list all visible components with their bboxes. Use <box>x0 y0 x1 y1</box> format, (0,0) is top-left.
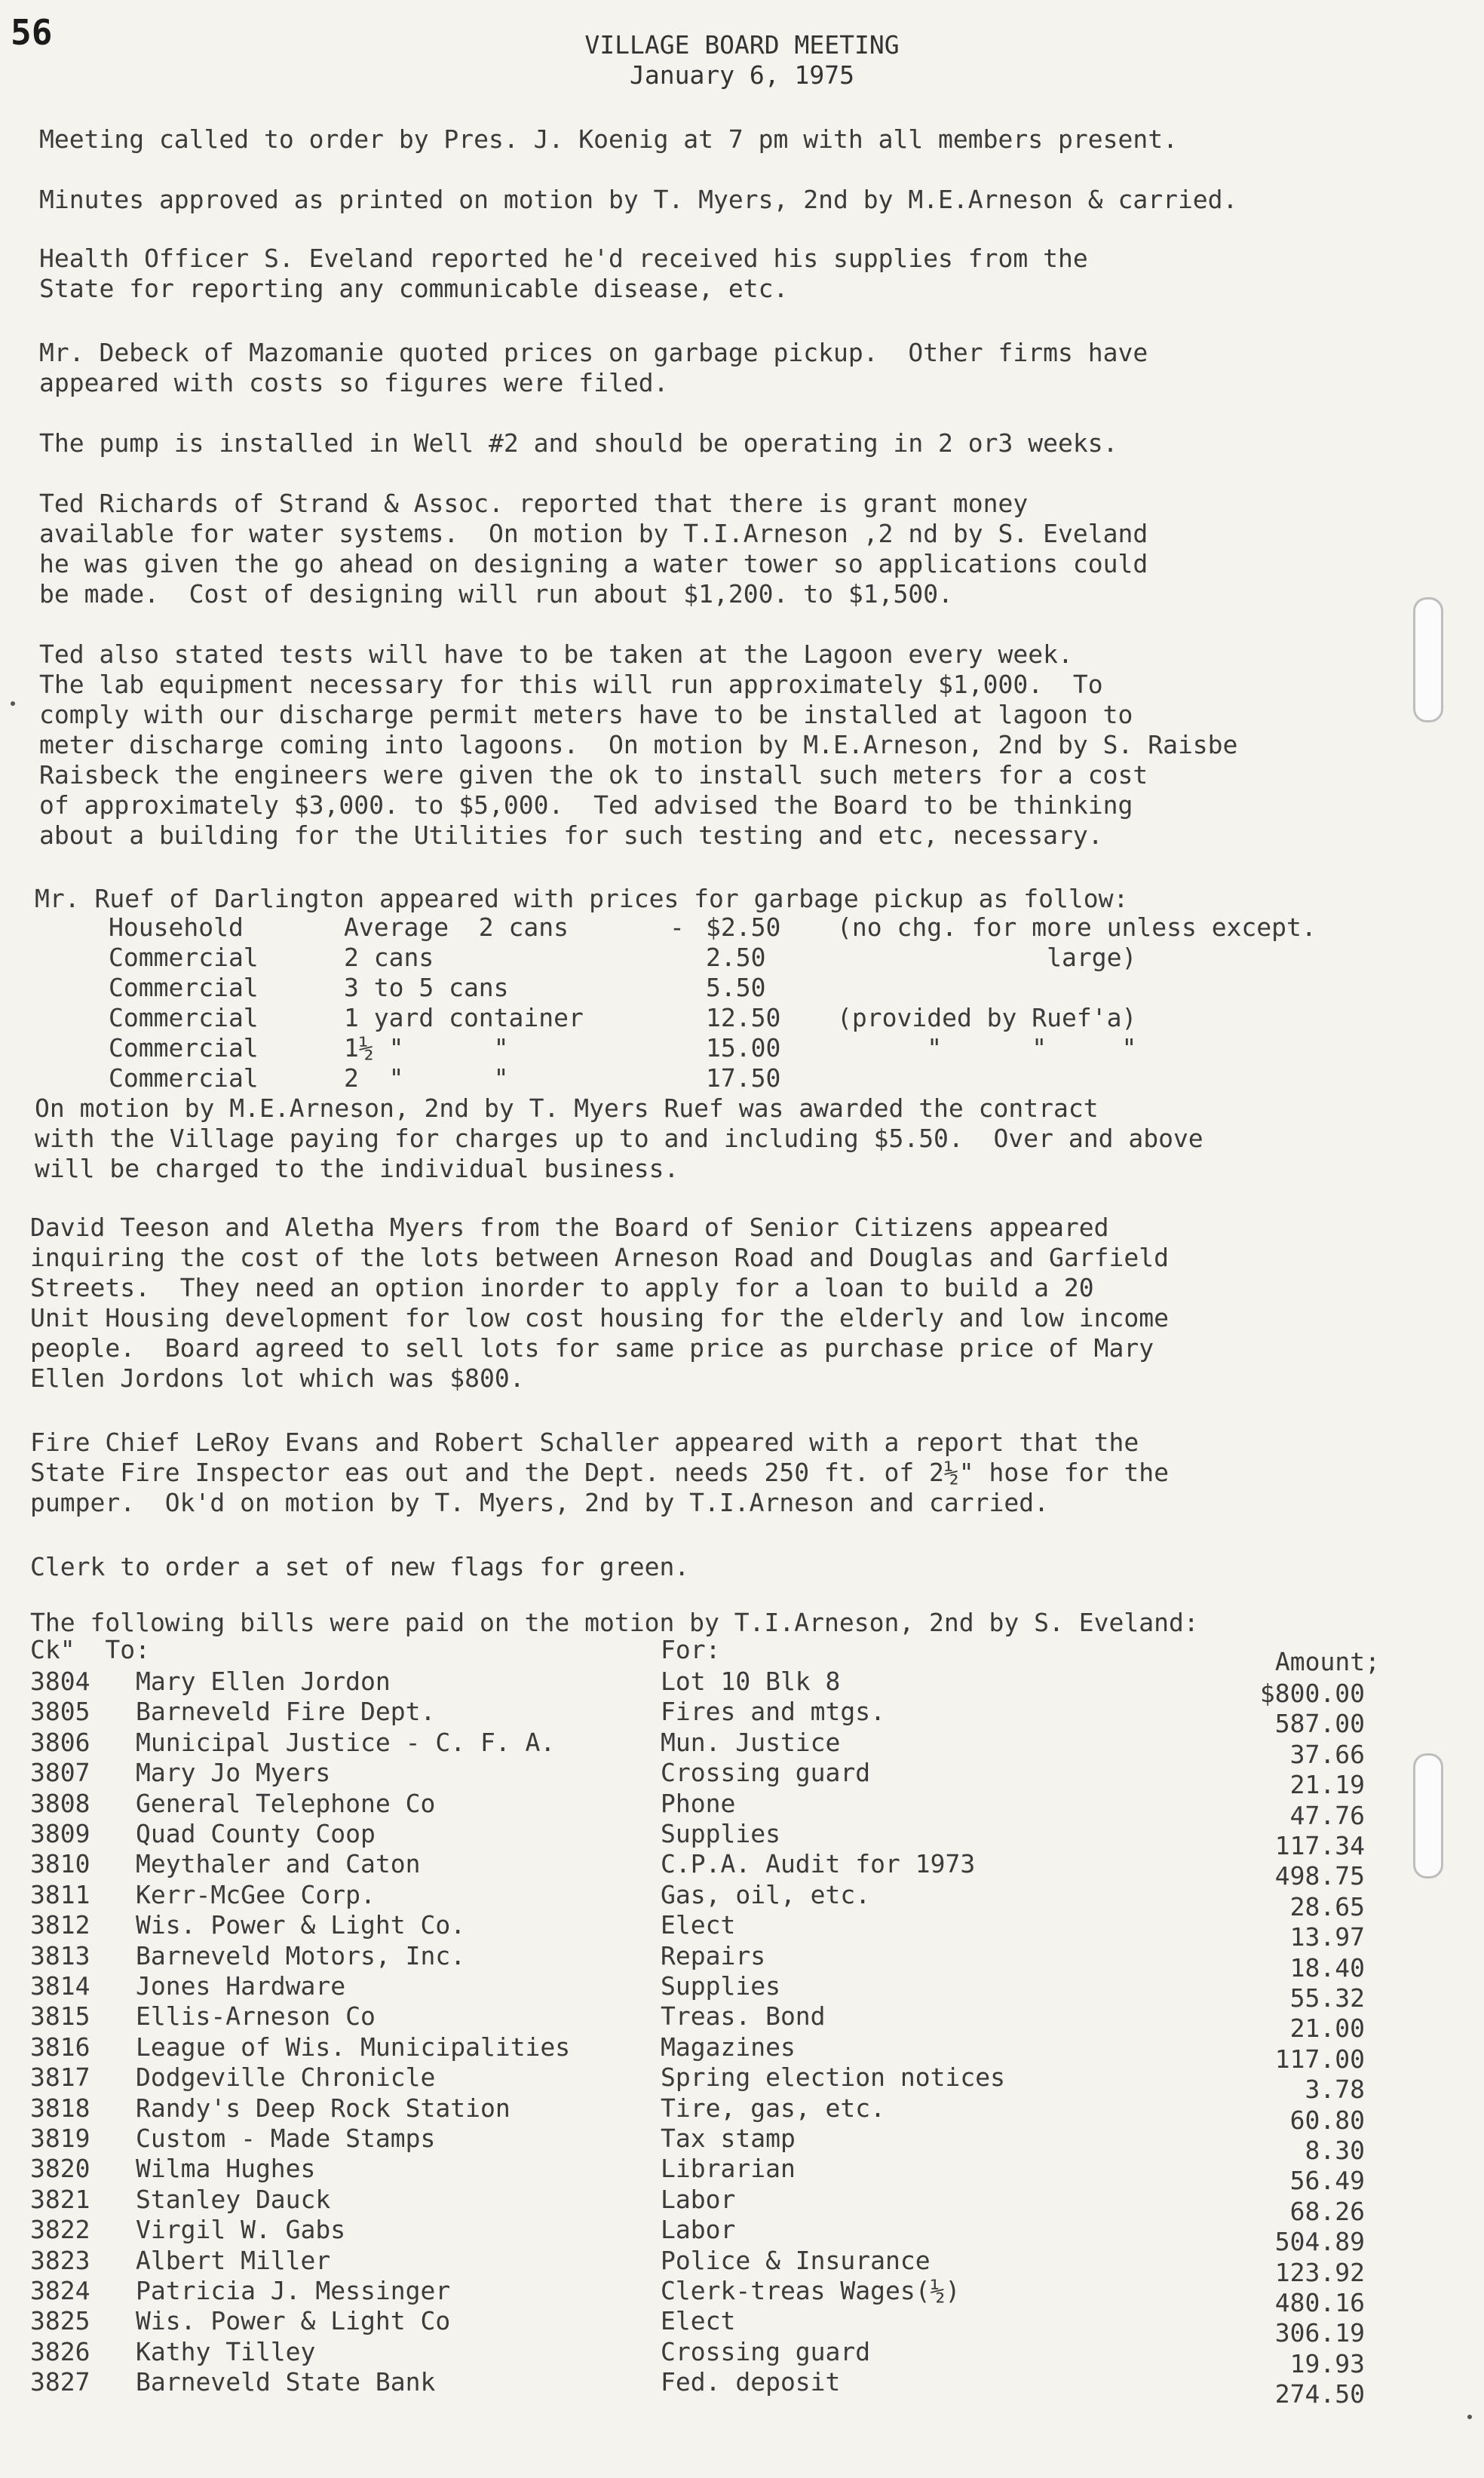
price-price: 2.50 <box>706 943 766 972</box>
bill-for: Treas. Bond <box>661 2001 826 2031</box>
bill-amount: 117.34 <box>1274 1831 1365 1860</box>
bill-ck: 3808 <box>30 1789 90 1818</box>
ruef-intro: Mr. Ruef of Darlington appeared with prices for garbage pickup as follow: <box>35 884 1129 913</box>
ruef-motion-line: On motion by M.E.Arneson, 2nd by T. Myers Ruef was awarded the contract <box>35 1093 1099 1123</box>
bill-to: Kerr-McGee Corp. <box>136 1880 376 1909</box>
bill-amount: 8.30 <box>1305 2136 1365 2165</box>
paragraph-line: Streets. They need an option inorder to apply for a loan to build a 20 <box>30 1273 1094 1302</box>
ruef-motion-line: with the Village paying for charges up to and including $5.50. Over and above <box>35 1124 1203 1153</box>
bill-ck: 3810 <box>30 1849 90 1878</box>
bill-for: Repairs <box>661 1941 766 1970</box>
bill-amount: 37.66 <box>1289 1740 1365 1769</box>
bill-for: Tax stamp <box>661 2124 796 2153</box>
bill-to: General Telephone Co <box>136 1789 436 1818</box>
paragraph-line: The pump is installed in Well #2 and should be operating in 2 or3 weeks. <box>39 428 1118 458</box>
bill-for: Police & Insurance <box>661 2246 931 2275</box>
bill-to: Municipal Justice - C. F. A. <box>136 1728 556 1757</box>
bill-for: Supplies <box>661 1971 780 2001</box>
bills-header-col_for: For: <box>661 1635 721 1664</box>
paragraph-line: inquiring the cost of the lots between Arneson Road and Douglas and Garfield <box>30 1243 1169 1272</box>
bill-to: Patricia J. Messinger <box>136 2276 451 2305</box>
bill-amount: 56.49 <box>1289 2166 1365 2195</box>
paragraph-line: Health Officer S. Eveland reported he'd received his supplies from the <box>39 244 1088 273</box>
bill-amount: 306.19 <box>1274 2318 1365 2348</box>
price-note: (provided by Ruef'a) <box>837 1003 1137 1032</box>
price-desc: 2 cans <box>344 943 434 972</box>
price-price: 5.50 <box>706 973 766 1002</box>
bill-ck: 3815 <box>30 2001 90 2031</box>
paragraph-line: State for reporting any communicable disease, etc. <box>39 274 789 303</box>
paragraph-line: Fire Chief LeRoy Evans and Robert Schaller appeared with a report that the <box>30 1428 1139 1457</box>
bill-amount: 13.97 <box>1289 1922 1365 1952</box>
paragraph-line: State Fire Inspector eas out and the Dept. needs 250 ft. of 2½" hose for the <box>30 1458 1169 1487</box>
bill-to: Mary Ellen Jordon <box>136 1667 391 1696</box>
bill-amount: 3.78 <box>1305 2075 1365 2104</box>
price-desc: 2 " " <box>344 1063 509 1093</box>
paragraph-line: Ellen Jordons lot which was $800. <box>30 1363 525 1393</box>
bill-to: Barneveld State Bank <box>136 2367 436 2397</box>
bill-for: Mun. Justice <box>661 1728 841 1757</box>
price-desc: 1½ " " <box>344 1033 509 1063</box>
bill-ck: 3816 <box>30 2032 90 2062</box>
bill-for: Tire, gas, etc. <box>661 2093 886 2123</box>
bill-amount: 21.00 <box>1289 2013 1365 2043</box>
price-price: 17.50 <box>706 1063 781 1093</box>
bill-for: Magazines <box>661 2032 796 2062</box>
paragraph-line: Raisbeck the engineers were given the ok to install such meters for a cost <box>39 760 1148 790</box>
bill-to: Barneveld Motors, Inc. <box>136 1941 466 1970</box>
paragraph-line: about a building for the Utilities for such testing and etc, necessary. <box>39 820 1103 850</box>
bill-ck: 3824 <box>30 2276 90 2305</box>
bill-to: Jones Hardware <box>136 1971 346 2001</box>
document-date: January 6, 1975 <box>629 60 854 90</box>
bill-ck: 3819 <box>30 2124 90 2153</box>
paragraph-line: Clerk to order a set of new flags for green. <box>30 1552 690 1581</box>
bill-for: Crossing guard <box>661 1758 871 1787</box>
price-note: (no chg. for more unless except. <box>837 912 1317 942</box>
price-type: Commercial <box>109 1063 259 1093</box>
bill-amount: 117.00 <box>1274 2044 1365 2074</box>
bill-ck: 3812 <box>30 1910 90 1940</box>
bill-ck: 3804 <box>30 1667 90 1696</box>
bill-for: C.P.A. Audit for 1973 <box>661 1849 976 1878</box>
paragraph-line: meter discharge coming into lagoons. On motion by M.E.Arneson, 2nd by S. Raisbe <box>39 730 1238 759</box>
bill-amount: 480.16 <box>1274 2288 1365 2317</box>
paragraph-line: he was given the go ahead on designing a water tower so applications could <box>39 549 1148 578</box>
document-title: VILLAGE BOARD MEETING <box>584 30 900 60</box>
bill-to: Albert Miller <box>136 2246 331 2275</box>
bill-for: Crossing guard <box>661 2337 871 2366</box>
bill-ck: 3814 <box>30 1971 90 2001</box>
price-type: Commercial <box>109 973 259 1002</box>
bill-for: Phone <box>661 1789 736 1818</box>
bill-ck: 3821 <box>30 2185 90 2214</box>
bill-to: Stanley Dauck <box>136 2185 331 2214</box>
bill-amount: 19.93 <box>1289 2349 1365 2378</box>
paper-speck <box>11 701 15 706</box>
bill-for: Lot 10 Blk 8 <box>661 1667 841 1696</box>
price-dash: - <box>670 912 685 942</box>
bill-ck: 3820 <box>30 2154 90 2183</box>
price-type: Commercial <box>109 943 259 972</box>
price-type: Commercial <box>109 1003 259 1032</box>
bill-amount: 28.65 <box>1289 1892 1365 1921</box>
bill-amount: 504.89 <box>1274 2227 1365 2256</box>
price-price: $2.50 <box>706 912 781 942</box>
price-price: 12.50 <box>706 1003 781 1032</box>
bill-ck: 3806 <box>30 1728 90 1757</box>
bill-for: Supplies <box>661 1819 780 1848</box>
paragraph-line: Ted also stated tests will have to be taken at the Lagoon every week. <box>39 639 1073 669</box>
bill-amount: 60.80 <box>1289 2105 1365 2135</box>
bill-to: Ellis-Arneson Co <box>136 2001 376 2031</box>
bill-for: Elect <box>661 1910 736 1940</box>
bill-for: Fires and mtgs. <box>661 1697 886 1726</box>
paper-speck <box>1467 2415 1472 2419</box>
paragraph-line: Mr. Debeck of Mazomanie quoted prices on garbage pickup. Other firms have <box>39 338 1148 367</box>
price-type: Household <box>109 912 244 942</box>
bill-for: Elect <box>661 2306 736 2335</box>
bill-amount: 68.26 <box>1289 2197 1365 2226</box>
paragraph-line: The lab equipment necessary for this will run approximately $1,000. To <box>39 670 1103 699</box>
binder-clip-mark <box>1413 1753 1443 1878</box>
bill-to: Barneveld Fire Dept. <box>136 1697 436 1726</box>
price-desc: 3 to 5 cans <box>344 973 509 1002</box>
bill-amount: 123.92 <box>1274 2258 1365 2287</box>
paragraph-line: appeared with costs so figures were filed. <box>39 368 669 397</box>
bill-to: League of Wis. Municipalities <box>136 2032 571 2062</box>
paragraph-line: Minutes approved as printed on motion by T. Myers, 2nd by M.E.Arneson & carried. <box>39 185 1238 214</box>
bill-ck: 3811 <box>30 1880 90 1909</box>
bill-ck: 3817 <box>30 2062 90 2092</box>
bill-ck: 3818 <box>30 2093 90 2123</box>
price-desc: 1 yard container <box>344 1003 584 1032</box>
bill-to: Wis. Power & Light Co. <box>136 1910 466 1940</box>
bill-to: Mary Jo Myers <box>136 1758 331 1787</box>
bill-to: Wis. Power & Light Co <box>136 2306 451 2335</box>
binder-clip-mark <box>1413 597 1443 722</box>
bill-amount: 498.75 <box>1274 1861 1365 1891</box>
paragraph-line: available for water systems. On motion by T.I.Arneson ,2 nd by S. Eveland <box>39 519 1148 548</box>
bill-for: Clerk-treas Wages(½) <box>661 2276 961 2305</box>
bills-header-amount: Amount; <box>1274 1647 1380 1676</box>
bill-for: Fed. deposit <box>661 2367 841 2397</box>
paragraph-line: people. Board agreed to sell lots for same price as purchase price of Mary <box>30 1333 1154 1363</box>
bill-amount: 55.32 <box>1289 1983 1365 2013</box>
price-type: Commercial <box>109 1033 259 1063</box>
paragraph-line: comply with our discharge permit meters have to be installed at lagoon to <box>39 700 1133 729</box>
paragraph-line: David Teeson and Aletha Myers from the Board of Senior Citizens appeared <box>30 1213 1109 1242</box>
price-note: " " " <box>837 1033 1137 1063</box>
price-desc: Average 2 cans <box>344 912 569 942</box>
bill-ck: 3805 <box>30 1697 90 1726</box>
bill-to: Dodgeville Chronicle <box>136 2062 436 2092</box>
bills-header-col_ck: Ck" To: <box>30 1635 150 1664</box>
bill-amount: 587.00 <box>1274 1709 1365 1738</box>
bill-amount: 47.76 <box>1289 1801 1365 1830</box>
bill-ck: 3813 <box>30 1941 90 1970</box>
price-note: large) <box>837 943 1137 972</box>
paragraph-line: be made. Cost of designing will run about $1,200. to $1,500. <box>39 579 953 609</box>
bill-ck: 3827 <box>30 2367 90 2397</box>
bill-ck: 3809 <box>30 1819 90 1848</box>
bill-for: Labor <box>661 2185 736 2214</box>
bill-ck: 3825 <box>30 2306 90 2335</box>
bill-amount: 18.40 <box>1289 1953 1365 1983</box>
bill-for: Labor <box>661 2215 736 2244</box>
bills-intro: The following bills were paid on the motion by T.I.Arneson, 2nd by S. Eveland: <box>30 1608 1199 1637</box>
bill-ck: 3822 <box>30 2215 90 2244</box>
page-number: 56 <box>11 12 53 53</box>
bill-to: Virgil W. Gabs <box>136 2215 346 2244</box>
ruef-motion-line: will be charged to the individual business. <box>35 1154 679 1183</box>
bill-to: Custom - Made Stamps <box>136 2124 436 2153</box>
bill-ck: 3826 <box>30 2337 90 2366</box>
bill-to: Wilma Hughes <box>136 2154 316 2183</box>
bill-to: Quad County Coop <box>136 1819 376 1848</box>
bill-to: Randy's Deep Rock Station <box>136 2093 511 2123</box>
bill-amount: 21.19 <box>1289 1770 1365 1799</box>
paragraph-line: Unit Housing development for low cost housing for the elderly and low income <box>30 1303 1169 1333</box>
paragraph-line: of approximately $3,000. to $5,000. Ted advised the Board to be thinking <box>39 790 1133 820</box>
price-price: 15.00 <box>706 1033 781 1063</box>
paragraph-line: Meeting called to order by Pres. J. Koenig at 7 pm with all members present. <box>39 124 1178 154</box>
bill-for: Librarian <box>661 2154 796 2183</box>
paragraph-line: pumper. Ok'd on motion by T. Myers, 2nd by T.I.Arneson and carried. <box>30 1488 1050 1517</box>
bill-ck: 3823 <box>30 2246 90 2275</box>
bill-for: Spring election notices <box>661 2062 1005 2092</box>
bill-to: Kathy Tilley <box>136 2337 316 2366</box>
bill-for: Gas, oil, etc. <box>661 1880 871 1909</box>
bill-to: Meythaler and Caton <box>136 1849 421 1878</box>
paragraph-line: Ted Richards of Strand & Assoc. reported that there is grant money <box>39 489 1029 518</box>
bill-amount: 274.50 <box>1274 2379 1365 2409</box>
bill-ck: 3807 <box>30 1758 90 1787</box>
bill-amount: $800.00 <box>1259 1679 1365 1708</box>
